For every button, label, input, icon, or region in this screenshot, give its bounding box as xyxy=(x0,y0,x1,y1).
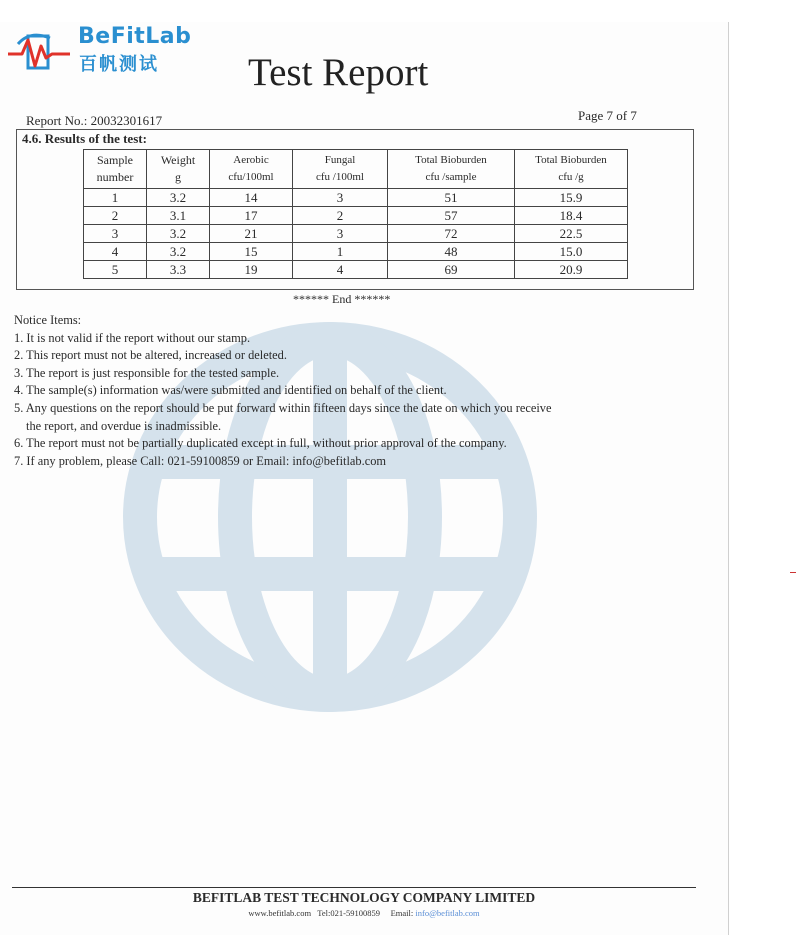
cell-total-gram: 15.9 xyxy=(515,189,628,207)
cell-weight: 3.2 xyxy=(147,225,210,243)
header-total-bioburden-sample: Total Bioburden cfu /sample xyxy=(388,150,515,189)
table-row xyxy=(84,207,628,225)
notice-item: 5. Any questions on the report should be put forward within fifteen days since the date on which you receive xyxy=(14,400,552,415)
cell-aerobic: 19 xyxy=(210,261,293,279)
cell-total-sample: 69 xyxy=(388,261,515,279)
cell-total-gram: 18.4 xyxy=(515,207,628,225)
report-page xyxy=(0,22,729,935)
cell-total-sample: 72 xyxy=(388,225,515,243)
document-title: Test Report xyxy=(248,51,429,94)
footer-divider xyxy=(12,887,696,888)
notice-items xyxy=(14,312,714,470)
header-sample-number: Sample number xyxy=(84,150,147,189)
cell-sample: 5 xyxy=(84,261,147,279)
cell-fungal: 3 xyxy=(293,225,388,243)
cell-aerobic: 17 xyxy=(210,207,293,225)
margin-mark xyxy=(790,572,796,573)
cell-aerobic: 21 xyxy=(210,225,293,243)
brand-name-en: BeFitLab xyxy=(78,24,192,49)
table-row xyxy=(84,189,628,207)
footer-email-label: Email: xyxy=(390,908,414,918)
table-row xyxy=(84,261,628,279)
cell-aerobic: 14 xyxy=(210,189,293,207)
notice-item: 2. This report must not be altered, increased or deleted. xyxy=(14,348,287,363)
page-number: Page 7 of 7 xyxy=(578,108,637,123)
notice-item: 4. The sample(s) information was/were submitted and identified on behalf of the client. xyxy=(14,383,447,398)
header-weight: Weight g xyxy=(147,150,210,189)
report-number: Report No.: 20032301617 xyxy=(26,113,163,128)
notice-item: 7. If any problem, please Call: 021-59100859 or Email: info@befitlab.com xyxy=(14,453,387,468)
header-aerobic: Aerobic cfu/100ml xyxy=(210,150,293,189)
cell-total-gram: 20.9 xyxy=(515,261,628,279)
cell-fungal: 4 xyxy=(293,261,388,279)
cell-total-sample: 51 xyxy=(388,189,515,207)
notice-heading: Notice Items: xyxy=(14,313,82,327)
footer-tel: Tel:021-59100859 xyxy=(317,908,380,918)
cell-weight: 3.2 xyxy=(147,243,210,261)
cell-fungal: 1 xyxy=(293,243,388,261)
table-header-row xyxy=(84,150,628,189)
befitlab-logo xyxy=(8,24,198,80)
end-marker: ****** End ****** xyxy=(293,292,391,306)
cell-total-sample: 48 xyxy=(388,243,515,261)
cell-fungal: 3 xyxy=(293,189,388,207)
footer-contacts xyxy=(0,908,728,918)
cell-weight: 3.3 xyxy=(147,261,210,279)
cell-sample: 2 xyxy=(84,207,147,225)
cell-sample: 3 xyxy=(84,225,147,243)
cell-total-sample: 57 xyxy=(388,207,515,225)
notice-item: 3. The report is just responsible for the tested sample. xyxy=(14,365,280,380)
cell-total-gram: 15.0 xyxy=(515,243,628,261)
footer-email[interactable]: info@befitlab.com xyxy=(415,908,480,918)
notice-item-continuation: the report, and overdue is inadmissible. xyxy=(26,418,222,433)
footer-company-name: BEFITLAB TEST TECHNOLOGY COMPANY LIMITED xyxy=(192,890,536,905)
cell-sample: 1 xyxy=(84,189,147,207)
header-fungal: Fungal cfu /100ml xyxy=(293,150,388,189)
cell-aerobic: 15 xyxy=(210,243,293,261)
table-row xyxy=(84,225,628,243)
table-row xyxy=(84,243,628,261)
brand-name-cn: 百帆测试 xyxy=(79,54,159,75)
section-heading: 4.6. Results of the test: xyxy=(22,131,147,146)
cell-weight: 3.1 xyxy=(147,207,210,225)
results-section xyxy=(16,129,694,290)
footer-website[interactable]: www.befitlab.com xyxy=(248,908,312,918)
notice-item: 1. It is not valid if the report without our stamp. xyxy=(14,330,251,345)
notice-item: 6. The report must not be partially duplicated except in full, without prior approval of the company. xyxy=(14,436,507,451)
cell-fungal: 2 xyxy=(293,207,388,225)
header-total-bioburden-gram: Total Bioburden cfu /g xyxy=(515,150,628,189)
cell-total-gram: 22.5 xyxy=(515,225,628,243)
results-table xyxy=(83,149,628,279)
cell-sample: 4 xyxy=(84,243,147,261)
logo-pulse-icon xyxy=(8,28,74,74)
cell-weight: 3.2 xyxy=(147,189,210,207)
